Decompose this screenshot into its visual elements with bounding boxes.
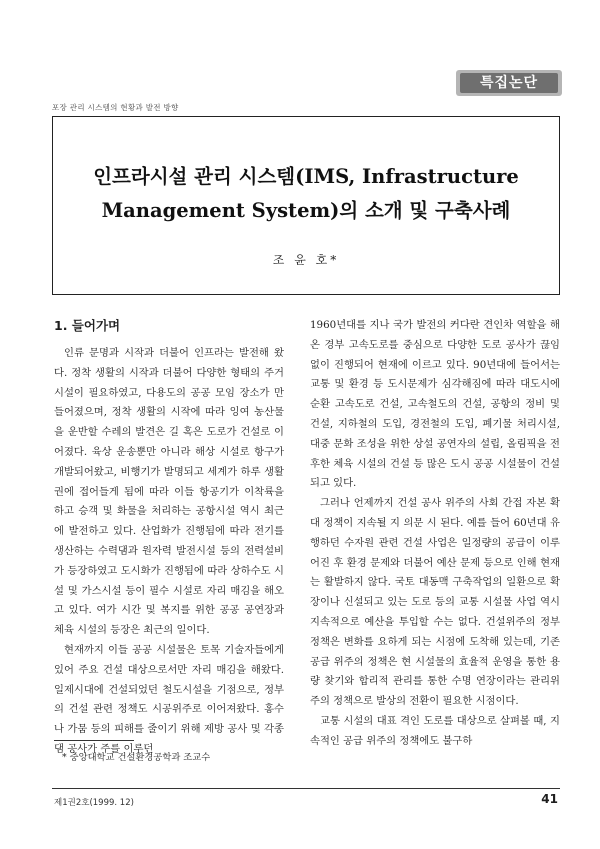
footnote-rule (54, 740, 134, 741)
section-badge-label: 특집논단 (460, 73, 558, 93)
paragraph: 현재까지 이들 공공 시설물은 토목 기술자들에게 있어 주요 건설 대상으로서만 자리 매김을 해왔다. 일제시대에 건설되었던 철도시설을 기점으로, 정부의 건설 관련 정책도 시공위주로 이어져왔다. 홍수나 가뭄 등의 피해를 줄이기 위해 제방 공사 및 각종 댐 공사가 주를 이루던 (54, 643, 284, 755)
title-box (52, 116, 560, 295)
page-number: 41 (541, 792, 558, 806)
section-badge (456, 70, 562, 96)
right-column (310, 316, 560, 752)
paragraph: 그러나 언제까지 건설 공사 위주의 사회 간접 자본 확대 정책이 지속될 지 의문 시 된다. 예를 들어 60년대 유행하던 수자원 관련 건설 사업은 일정량의 공급이 이루어진 후 환경 문제와 더불어 예산 문제 등으로 인해 현재는 활발하지 않다. 국토 대동맥 구축작업의 일환으로 확장이나 신설되고 있는 도로 등의 교통 시설물 사업 역시 지속적으로 예산을 투입할 수는 없다. 건설위주의 정부 정책은 변화를 요하게 되는 시점에 도착해 있는데, 기존 공급 위주의 정책은 현 시설물의 효율적 운영을 통한 용량 찾기와 합리적 관리를 통한 수명 연장이라는 관리위주의 정책으로 발상의 전환이 필요한 시점이다. (310, 497, 560, 708)
running-head: 포장 관리 시스템의 현황과 발전 방향 (52, 103, 179, 112)
journal-issue: 제1권2호(1999. 12) (54, 798, 134, 808)
section-heading: 1. 들어가며 (54, 318, 121, 333)
footnote: * 중앙대학교 건설환경공학과 조교수 (62, 752, 211, 763)
paragraph: 교통 시설의 대표 격인 도로를 대상으로 살펴볼 때, 지속적인 공급 위주의 정책에도 불구하 (310, 714, 560, 747)
article-title-line-2: Management System)의 소개 및 구축사례 (101, 199, 511, 222)
article-title-line-1: 인프라시설 관리 시스템(IMS, Infrastructure (93, 165, 519, 188)
paragraph: 1960년대를 지나 국가 발전의 커다란 견인차 역할을 해온 경부 고속도로를 중심으로 다양한 도로 공사가 끊임없이 진행되어 현재에 이르고 있다. 90년대에 들어서는 교통 및 환경 등 도시문제가 심각해짐에 따라 대도시에 순환 고속도로 건설, 고속철도의 건설, 공항의 정비 및 건설, 지하철의 도입, 경전철의 도입, 폐기물 처리시설, 대중 문화 조성을 위한 상설 공연자의 설립, 올림픽을 전후한 체육 시설의 건설 등 많은 도시 공공 시설물이 건설되고 있다. (310, 319, 560, 490)
author: 조 윤 호* (272, 253, 340, 267)
footer-rule (52, 788, 560, 789)
paragraph: 인류 문명과 시작과 더불어 인프라는 발전해 왔다. 정착 생활의 시작과 더불어 다양한 형태의 주거시설이 필요하였고, 다용도의 공공 모임 장소가 만들어졌으며, 정착 생활의 시작에 따라 잉여 농산물을 운반할 수레의 발견은 길 혹은 도로가 건설로 이어졌다. 육상 운송뿐만 아니라 해상 시설로 항구가 개발되어왔고, 비행기가 발명되고 세계가 하루 생활권에 접어들게 됨에 따라 이들 항공기가 이착륙을 하고 승객 및 화물을 처리하는 공항시설 역시 최근에 발전하고 있다. 산업화가 진행됨에 따라 전기를 생산하는 수력댐과 원자력 발전시설 등의 전력설비가 등장하였고 도시화가 진행됨에 따라 상하수도 시설 및 가스시설 등이 필수 시설로 자리 매김을 해오고 있다. 여가 시간 및 복지를 위한 공공 공연장과 체육 시설의 등장은 최근의 일이다. (54, 347, 284, 637)
left-column (54, 316, 284, 760)
